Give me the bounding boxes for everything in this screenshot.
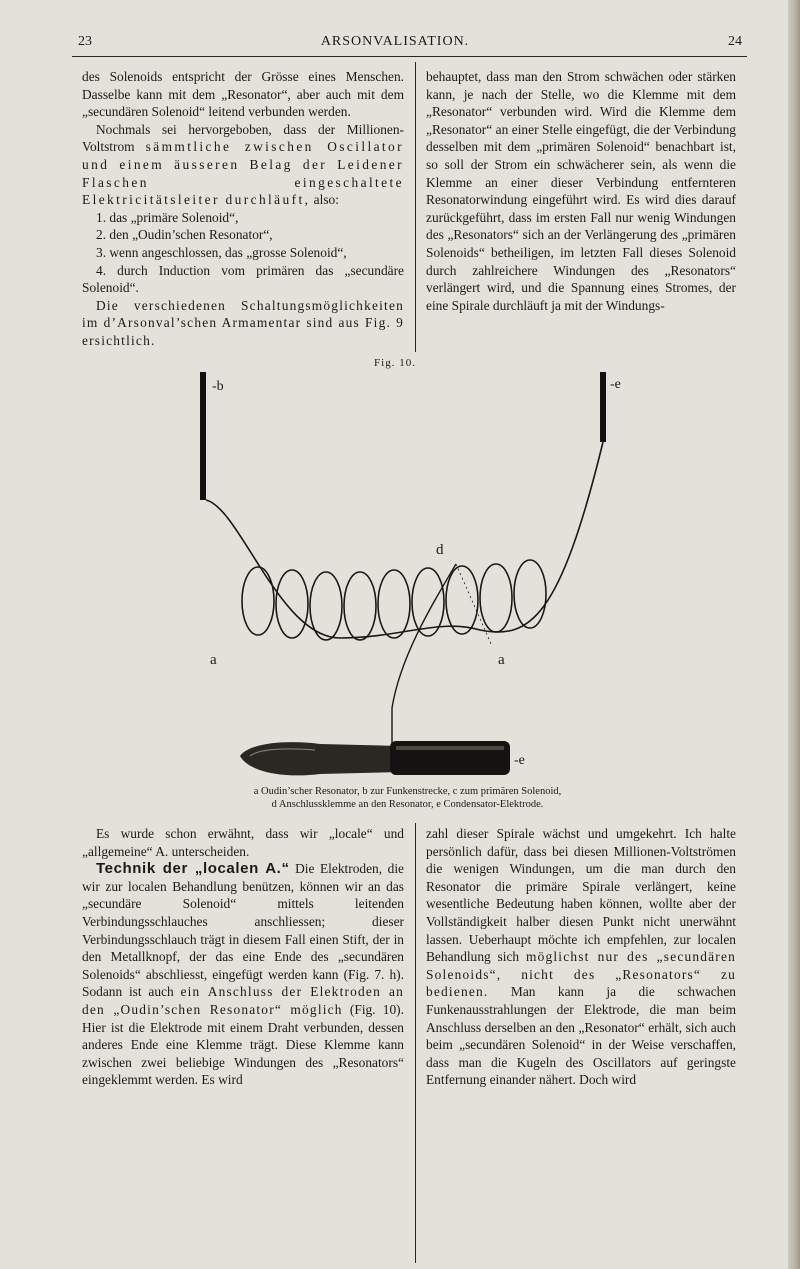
page-number-right: 24: [728, 34, 742, 49]
label-e-top: -e: [610, 377, 621, 392]
top-left-column: [82, 68, 404, 350]
chapter-title: ARSONVALISATION.: [320, 34, 470, 49]
list-item: 4. durch Induction vom primären das „secundäre Solenoid“.: [82, 262, 404, 296]
terminal-bar-b: [200, 372, 206, 500]
page-number-left: 23: [78, 34, 92, 49]
paragraph: Es wurde schon erwähnt, dass wir „locale“ und „allgemeine“ A. unterscheiden.: [82, 826, 404, 859]
list-item: 1. das „primäre Solenoid“,: [96, 209, 239, 225]
header-rule: [72, 56, 747, 57]
label-a-right: a: [498, 652, 505, 668]
caption-line: a Oudin’scher Resonator, b zur Funkenstrecke, c zum primären Solenoid,: [253, 786, 562, 797]
paragraph: Die verschiedenen Schaltungsmöglichkeiten im d’Arsonval’schen Armamentar sind aus Fig. 9 ersichtlich.: [82, 297, 404, 348]
bottom-right-column: [426, 825, 736, 1089]
figure-resonator: [100, 368, 700, 780]
paragraph: Technik der „localen A.“ Die Elektroden, die wir zur localen Behandlung benützen, können wir an das „secundäre Solenoid“ mittels leitenden Verbindungsschlauches anschliessen; dieser Verbindungsschlauch trägt in diesem Fall einen Stift, der in den Metallknopf, der das eine Ende des „secundären Solenoids“ abschliesst, eingefügt werden kann (Fig. 7. h). Sodann ist auch ein Anschluss der Elektroden an den „Oudin’schen Resonator“ möglich (Fig. 10). Hier ist die Elektrode mit einem Draht verbunden, dessen anderes Ende eine Klemme trägt. Diese Klemme kann zwischen zwei beliebige Windungen des „Resonators“ eingeklemmt werden. Es wird: [82, 860, 404, 1088]
figure-number: Fig. 10.: [374, 357, 416, 369]
label-a-left: a: [210, 652, 217, 668]
page-edge: [788, 0, 800, 1269]
paragraph: Nochmals sei hervorgeboben, dass der Millionen-Voltstrom sämmtliche zwischen Oscillator und einem äusseren Belag der Leidener Flaschen eingeschaltete Elektricitätsleiter durchläuft, also:: [82, 121, 404, 208]
paragraph: behauptet, dass man den Strom schwächen oder stärken kann, je nach der Stelle, wo die Klemme mit dem „Resonator“ verbunden wird. Wird die Klemme dem „Resonator“ an einer Stelle eingefügt, die der Verbindung desselben mit dem „primären Solenoid“ benachbart ist, so soll der Strom ein schwächerer sein, als wenn die Klemme an einer dieser Verbindung entfernteren Resonatorwindung eingeführt wird. Es wird dies darauf zurückgeführt, dass im ersten Fall nur wenig Windungen des „Resonators“ sich an der Verlängerung des „primären Solenoids“ betheiligen, im letzten Fall dieses Solenoid durch zahlreichere Windungen des „Resonators“ verlängert wird, und die Spannung eines Stromes, der eine Spirale durchläuft ja mit der Windungs-: [426, 69, 736, 313]
top-right-column: [426, 68, 736, 314]
paragraph: des Solenoids entspricht der Grösse eines Menschen. Dasselbe kann mit dem „Resonator“, aber auch mit dem „secundären Solenoid“ leitend verbunden werden.: [82, 69, 404, 120]
label-d: d: [436, 542, 444, 558]
label-b: -b: [212, 379, 224, 394]
label-e-bottom: -e: [514, 753, 525, 768]
resonator-diagram: [100, 368, 700, 780]
paragraph: zahl dieser Spirale wächst und umgekehrt. Ich halte persönlich dafür, dass bei diesen Millionen-Voltströmen die wenigen Windungen, um die man durch den Resonator die primäre Spirale verlängert, keine wesentliche Bedeutung haben können, wollte aber der Vollständigkeit halber diesen Punkt nicht unerwähnt lassen. Ueberhaupt möchte ich empfehlen, zur localen Behandlung sich möglichst nur des „secundären Solenoids“, nicht des „Resonators“ zu bedienen. Man kann ja die schwachen Funkenausstrahlungen der Elektrode, die man beim Anschluss derselben an den „Resonator“ erhält, sich auch beim „secundären Solenoid“ in der Weise verschaffen, dass man die Kugeln des Oscillators auf geringste Entfernung einander nähert. Doch wird: [426, 826, 737, 1088]
bottom-left-column: [82, 825, 404, 1089]
electrode: [240, 741, 510, 775]
terminal-bar-c: [600, 372, 606, 442]
figure-caption: [80, 785, 735, 811]
running-header: [0, 34, 790, 58]
list-item: 3. wenn angeschlossen, das „grosse Solenoid“,: [96, 244, 347, 260]
section-heading: Technik der „localen A.“: [96, 860, 290, 878]
column-divider: [415, 62, 416, 352]
list-item: 2. den „Oudin’schen Resonator“,: [96, 227, 273, 243]
resonator-coil: [206, 442, 603, 640]
column-divider: [415, 823, 416, 1263]
caption-line: d Anschlussklemme an den Resonator, e Condensator-Elektrode.: [271, 799, 544, 810]
circuit-list: [82, 209, 404, 297]
